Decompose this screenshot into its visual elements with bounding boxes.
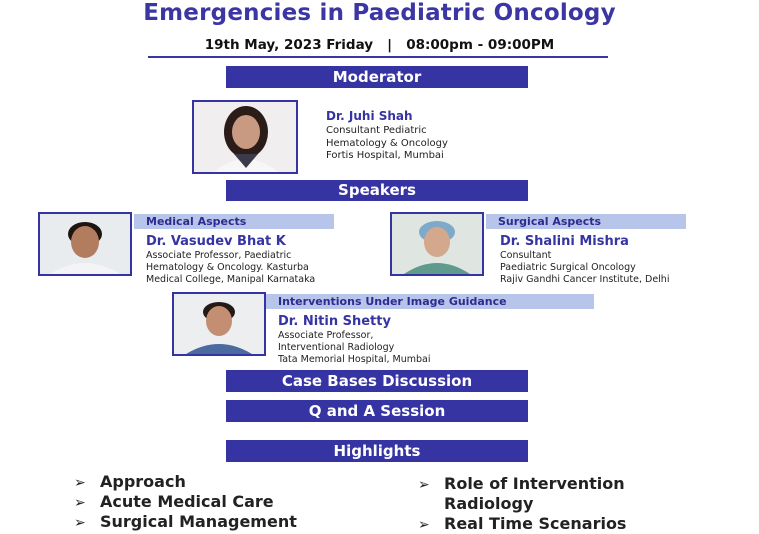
highlight-text: Approach [100,472,186,491]
highlight-item-continued [418,494,626,514]
surgical-detail-line: Paediatric Surgical Oncology [500,262,636,273]
intervention-detail-line: Interventional Radiology [278,342,395,353]
medical-speaker-photo [38,212,132,276]
surgical-detail-line: Rajiv Gandhi Cancer Institute, Delhi [500,274,670,285]
highlight-text: Acute Medical Care [100,492,274,511]
highlight-item [418,514,626,534]
medical-detail-line: Hematology & Oncology. Kasturba [146,262,309,273]
case-discussion-heading: Case Bases Discussion [226,370,528,392]
surgical-speaker-photo [390,212,484,276]
medical-aspect-label: Medical Aspects [134,214,334,229]
highlight-text: Radiology [444,494,534,513]
intervention-speaker-photo [172,292,266,356]
highlight-text: Role of Intervention [444,474,625,493]
highlights-heading: Highlights [226,440,528,462]
intervention-detail-line: Tata Memorial Hospital, Mumbai [278,354,431,365]
moderator-name: Dr. Juhi Shah [326,109,413,123]
highlight-text: Real Time Scenarios [444,514,627,533]
medical-speaker-name: Dr. Vasudev Bhat K [146,234,286,249]
highlight-item [418,474,626,494]
intervention-detail-line: Associate Professor, [278,330,374,341]
medical-detail-line: Associate Professor, Paediatric [146,250,292,261]
highlight-item [74,492,297,512]
surgical-aspect-label: Surgical Aspects [486,214,686,229]
arrow-bullet-icon: ➢ [74,515,86,531]
moderator-detail-line: Consultant Pediatric [326,125,427,136]
moderator-photo [192,100,298,174]
moderator-detail-line: Hematology & Oncology [326,137,448,149]
medical-detail-line: Medical College, Manipal Karnataka [146,274,316,285]
arrow-bullet-icon: ➢ [74,475,86,491]
intervention-aspect-label: Interventions Under Image Guidance [266,294,594,309]
moderator-detail-line: Fortis Hospital, Mumbai [326,150,444,161]
arrow-bullet-icon: ➢ [418,517,430,533]
highlight-item [74,512,297,532]
arrow-bullet-icon: ➢ [418,477,430,493]
arrow-bullet-icon: ➢ [74,495,86,511]
moderator-details [326,125,448,163]
medical-speaker-details [146,250,315,286]
title-divider [148,56,608,58]
moderator-heading: Moderator [226,66,528,88]
highlights-left-list [74,472,297,532]
intervention-speaker-details [278,330,431,366]
highlight-text: Surgical Management [100,512,297,531]
highlight-item [74,472,297,492]
page-title: Emergencies in Paediatric Oncology [143,0,616,26]
event-date-time: 19th May, 2023 Friday | 08:00pm - 09:00PM [204,37,555,53]
surgical-detail-line: Consultant [500,250,552,261]
qa-session-heading: Q and A Session [226,400,528,422]
surgical-speaker-name: Dr. Shalini Mishra [500,234,629,249]
speakers-heading: Speakers [226,180,528,201]
highlights-right-list [418,474,626,534]
surgical-speaker-details [500,250,669,286]
intervention-speaker-name: Dr. Nitin Shetty [278,314,391,329]
